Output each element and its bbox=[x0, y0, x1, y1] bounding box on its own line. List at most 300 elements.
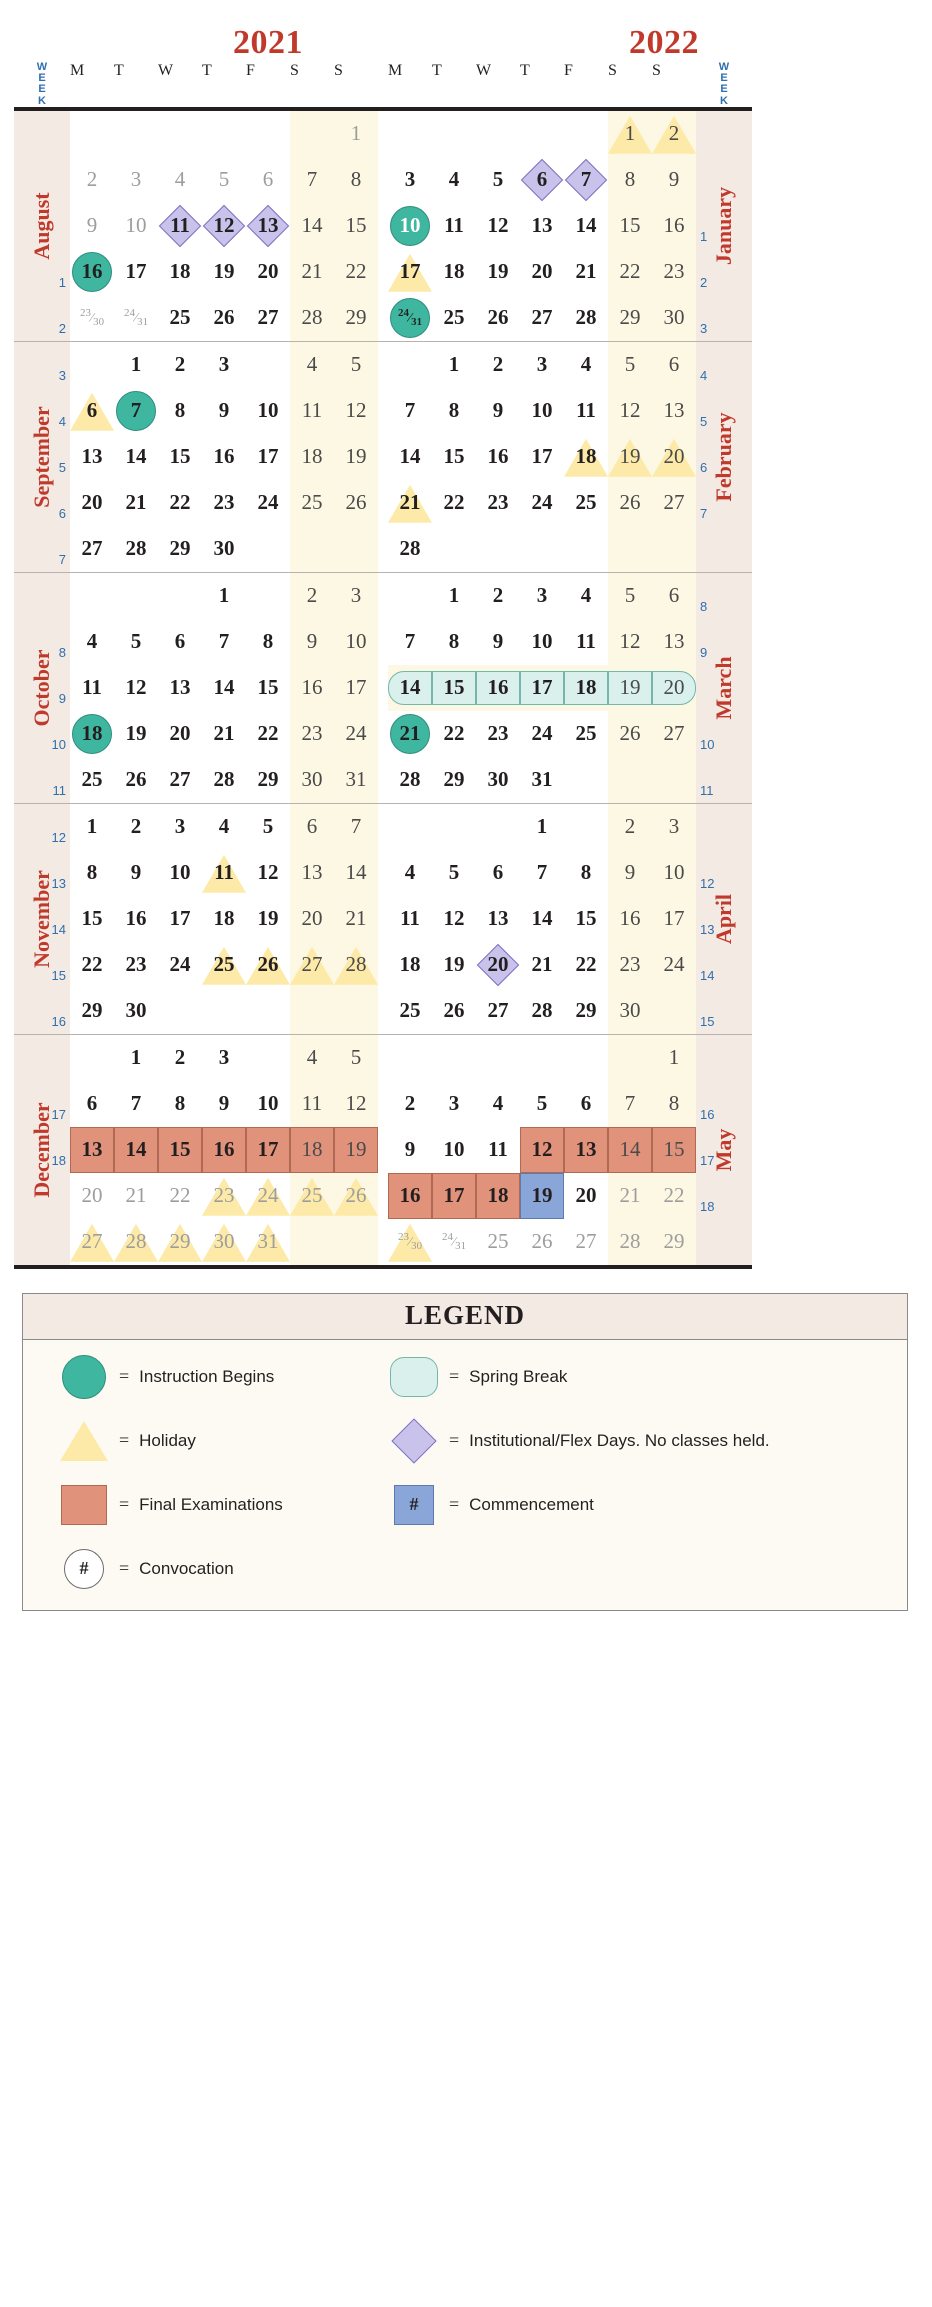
day-cell[interactable] bbox=[432, 665, 476, 711]
day-cell[interactable] bbox=[70, 157, 114, 203]
day-cell[interactable] bbox=[114, 1173, 158, 1219]
day-cell[interactable] bbox=[432, 480, 476, 526]
day-cell[interactable] bbox=[476, 665, 520, 711]
day-cell[interactable] bbox=[158, 850, 202, 896]
day-cell[interactable] bbox=[246, 203, 290, 249]
day-cell[interactable] bbox=[564, 896, 608, 942]
day-cell[interactable] bbox=[564, 342, 608, 388]
day-cell[interactable] bbox=[388, 111, 432, 157]
day-cell[interactable] bbox=[476, 342, 520, 388]
day-cell[interactable] bbox=[652, 573, 696, 619]
day-cell[interactable] bbox=[70, 1081, 114, 1127]
day-cell[interactable] bbox=[202, 1035, 246, 1081]
day-cell[interactable] bbox=[158, 388, 202, 434]
day-cell[interactable] bbox=[202, 1173, 246, 1219]
day-cell[interactable] bbox=[388, 434, 432, 480]
day-cell[interactable] bbox=[334, 1219, 378, 1265]
day-cell[interactable] bbox=[388, 1035, 432, 1081]
day-cell[interactable] bbox=[202, 988, 246, 1034]
day-cell[interactable] bbox=[520, 896, 564, 942]
day-cell[interactable] bbox=[432, 1219, 476, 1265]
day-cell[interactable] bbox=[520, 1219, 564, 1265]
day-cell[interactable] bbox=[432, 342, 476, 388]
day-cell[interactable] bbox=[114, 480, 158, 526]
day-cell[interactable] bbox=[158, 1219, 202, 1265]
day-cell[interactable] bbox=[608, 203, 652, 249]
day-cell[interactable] bbox=[432, 711, 476, 757]
day-cell[interactable] bbox=[70, 1127, 114, 1173]
day-cell[interactable] bbox=[334, 619, 378, 665]
day-cell[interactable] bbox=[520, 804, 564, 850]
day-cell[interactable] bbox=[158, 988, 202, 1034]
day-cell[interactable] bbox=[608, 157, 652, 203]
day-cell[interactable] bbox=[70, 850, 114, 896]
day-cell[interactable] bbox=[520, 942, 564, 988]
day-cell[interactable] bbox=[608, 573, 652, 619]
day-cell[interactable] bbox=[608, 711, 652, 757]
day-cell[interactable] bbox=[652, 480, 696, 526]
day-cell[interactable] bbox=[388, 1081, 432, 1127]
day-cell[interactable] bbox=[652, 1127, 696, 1173]
day-cell[interactable] bbox=[608, 434, 652, 480]
day-cell[interactable] bbox=[290, 804, 334, 850]
day-cell[interactable] bbox=[158, 157, 202, 203]
day-cell[interactable] bbox=[564, 1219, 608, 1265]
day-cell[interactable] bbox=[520, 1173, 564, 1219]
day-cell[interactable] bbox=[114, 711, 158, 757]
day-cell[interactable] bbox=[432, 1081, 476, 1127]
day-cell[interactable] bbox=[334, 1173, 378, 1219]
day-cell[interactable] bbox=[70, 388, 114, 434]
day-cell[interactable] bbox=[476, 203, 520, 249]
day-cell[interactable] bbox=[652, 757, 696, 803]
day-cell[interactable] bbox=[476, 1127, 520, 1173]
day-cell[interactable] bbox=[520, 665, 564, 711]
day-cell[interactable] bbox=[476, 249, 520, 295]
day-cell[interactable] bbox=[652, 619, 696, 665]
day-cell[interactable] bbox=[202, 342, 246, 388]
day-cell[interactable] bbox=[246, 804, 290, 850]
day-cell[interactable] bbox=[652, 1173, 696, 1219]
day-cell[interactable] bbox=[70, 896, 114, 942]
day-cell[interactable] bbox=[520, 526, 564, 572]
day-cell[interactable] bbox=[432, 249, 476, 295]
day-cell[interactable] bbox=[476, 434, 520, 480]
day-cell[interactable] bbox=[564, 619, 608, 665]
day-cell[interactable] bbox=[158, 804, 202, 850]
day-cell[interactable] bbox=[158, 434, 202, 480]
day-cell[interactable] bbox=[564, 249, 608, 295]
day-cell[interactable] bbox=[246, 1173, 290, 1219]
day-cell[interactable] bbox=[652, 850, 696, 896]
day-cell[interactable] bbox=[652, 434, 696, 480]
day-cell[interactable] bbox=[564, 480, 608, 526]
day-cell[interactable] bbox=[388, 249, 432, 295]
day-cell[interactable] bbox=[334, 526, 378, 572]
day-cell[interactable] bbox=[158, 295, 202, 341]
day-cell[interactable] bbox=[608, 665, 652, 711]
day-cell[interactable] bbox=[114, 942, 158, 988]
day-cell[interactable] bbox=[334, 1127, 378, 1173]
day-cell[interactable] bbox=[608, 619, 652, 665]
day-cell[interactable] bbox=[388, 665, 432, 711]
day-cell[interactable] bbox=[202, 388, 246, 434]
day-cell[interactable] bbox=[70, 1173, 114, 1219]
day-cell[interactable] bbox=[476, 1219, 520, 1265]
day-cell[interactable] bbox=[476, 757, 520, 803]
day-cell[interactable] bbox=[608, 1173, 652, 1219]
day-cell[interactable] bbox=[70, 526, 114, 572]
day-cell[interactable] bbox=[432, 295, 476, 341]
day-cell[interactable] bbox=[290, 388, 334, 434]
day-cell[interactable] bbox=[520, 757, 564, 803]
day-cell[interactable] bbox=[290, 896, 334, 942]
day-cell[interactable] bbox=[564, 1173, 608, 1219]
day-cell[interactable] bbox=[388, 1127, 432, 1173]
day-cell[interactable] bbox=[388, 480, 432, 526]
day-cell[interactable] bbox=[114, 1081, 158, 1127]
day-cell[interactable] bbox=[334, 249, 378, 295]
day-cell[interactable] bbox=[388, 896, 432, 942]
day-cell[interactable] bbox=[246, 434, 290, 480]
day-cell[interactable] bbox=[202, 1219, 246, 1265]
day-cell[interactable] bbox=[520, 1035, 564, 1081]
day-cell[interactable] bbox=[476, 1081, 520, 1127]
day-cell[interactable] bbox=[70, 573, 114, 619]
day-cell[interactable] bbox=[158, 573, 202, 619]
day-cell[interactable] bbox=[114, 804, 158, 850]
day-cell[interactable] bbox=[70, 1219, 114, 1265]
day-cell[interactable] bbox=[520, 480, 564, 526]
day-cell[interactable] bbox=[652, 711, 696, 757]
day-cell[interactable] bbox=[652, 942, 696, 988]
day-cell[interactable] bbox=[70, 249, 114, 295]
day-cell[interactable] bbox=[246, 295, 290, 341]
day-cell[interactable] bbox=[388, 757, 432, 803]
day-cell[interactable] bbox=[564, 757, 608, 803]
day-cell[interactable] bbox=[564, 1127, 608, 1173]
day-cell[interactable] bbox=[70, 988, 114, 1034]
day-cell[interactable] bbox=[432, 434, 476, 480]
day-cell[interactable] bbox=[290, 1219, 334, 1265]
day-cell[interactable] bbox=[290, 295, 334, 341]
day-cell[interactable] bbox=[564, 573, 608, 619]
day-cell[interactable] bbox=[70, 111, 114, 157]
day-cell[interactable] bbox=[246, 1035, 290, 1081]
day-cell[interactable] bbox=[432, 526, 476, 572]
day-cell[interactable] bbox=[334, 665, 378, 711]
day-cell[interactable] bbox=[520, 295, 564, 341]
day-cell[interactable] bbox=[652, 1219, 696, 1265]
day-cell[interactable] bbox=[158, 1081, 202, 1127]
day-cell[interactable] bbox=[202, 573, 246, 619]
day-cell[interactable] bbox=[114, 988, 158, 1034]
day-cell[interactable] bbox=[608, 342, 652, 388]
day-cell[interactable] bbox=[564, 434, 608, 480]
day-cell[interactable] bbox=[158, 203, 202, 249]
day-cell[interactable] bbox=[334, 942, 378, 988]
day-cell[interactable] bbox=[114, 896, 158, 942]
day-cell[interactable] bbox=[114, 388, 158, 434]
day-cell[interactable] bbox=[520, 1127, 564, 1173]
day-cell[interactable] bbox=[114, 1127, 158, 1173]
day-cell[interactable] bbox=[334, 804, 378, 850]
day-cell[interactable] bbox=[520, 573, 564, 619]
day-cell[interactable] bbox=[520, 1081, 564, 1127]
day-cell[interactable] bbox=[70, 342, 114, 388]
day-cell[interactable] bbox=[388, 526, 432, 572]
day-cell[interactable] bbox=[520, 157, 564, 203]
day-cell[interactable] bbox=[114, 295, 158, 341]
day-cell[interactable] bbox=[476, 988, 520, 1034]
day-cell[interactable] bbox=[388, 619, 432, 665]
day-cell[interactable] bbox=[608, 1081, 652, 1127]
day-cell[interactable] bbox=[520, 111, 564, 157]
day-cell[interactable] bbox=[564, 850, 608, 896]
day-cell[interactable] bbox=[290, 988, 334, 1034]
day-cell[interactable] bbox=[290, 203, 334, 249]
day-cell[interactable] bbox=[520, 342, 564, 388]
day-cell[interactable] bbox=[476, 480, 520, 526]
day-cell[interactable] bbox=[70, 480, 114, 526]
day-cell[interactable] bbox=[158, 1173, 202, 1219]
day-cell[interactable] bbox=[608, 1035, 652, 1081]
day-cell[interactable] bbox=[652, 526, 696, 572]
day-cell[interactable] bbox=[564, 988, 608, 1034]
day-cell[interactable] bbox=[290, 111, 334, 157]
day-cell[interactable] bbox=[334, 1035, 378, 1081]
day-cell[interactable] bbox=[158, 111, 202, 157]
day-cell[interactable] bbox=[70, 1035, 114, 1081]
day-cell[interactable] bbox=[652, 111, 696, 157]
day-cell[interactable] bbox=[158, 757, 202, 803]
day-cell[interactable] bbox=[202, 619, 246, 665]
day-cell[interactable] bbox=[202, 896, 246, 942]
day-cell[interactable] bbox=[158, 480, 202, 526]
day-cell[interactable] bbox=[476, 111, 520, 157]
day-cell[interactable] bbox=[114, 111, 158, 157]
day-cell[interactable] bbox=[520, 850, 564, 896]
day-cell[interactable] bbox=[652, 342, 696, 388]
day-cell[interactable] bbox=[290, 434, 334, 480]
day-cell[interactable] bbox=[334, 896, 378, 942]
day-cell[interactable] bbox=[388, 942, 432, 988]
day-cell[interactable] bbox=[432, 157, 476, 203]
day-cell[interactable] bbox=[652, 988, 696, 1034]
day-cell[interactable] bbox=[476, 1173, 520, 1219]
day-cell[interactable] bbox=[290, 711, 334, 757]
day-cell[interactable] bbox=[202, 157, 246, 203]
day-cell[interactable] bbox=[564, 1081, 608, 1127]
day-cell[interactable] bbox=[608, 480, 652, 526]
day-cell[interactable] bbox=[608, 295, 652, 341]
day-cell[interactable] bbox=[652, 295, 696, 341]
day-cell[interactable] bbox=[432, 988, 476, 1034]
day-cell[interactable] bbox=[334, 711, 378, 757]
day-cell[interactable] bbox=[476, 295, 520, 341]
day-cell[interactable] bbox=[476, 526, 520, 572]
day-cell[interactable] bbox=[476, 619, 520, 665]
day-cell[interactable] bbox=[476, 896, 520, 942]
day-cell[interactable] bbox=[608, 1127, 652, 1173]
day-cell[interactable] bbox=[432, 1173, 476, 1219]
day-cell[interactable] bbox=[70, 619, 114, 665]
day-cell[interactable] bbox=[70, 804, 114, 850]
day-cell[interactable] bbox=[564, 203, 608, 249]
day-cell[interactable] bbox=[520, 203, 564, 249]
day-cell[interactable] bbox=[476, 942, 520, 988]
day-cell[interactable] bbox=[432, 804, 476, 850]
day-cell[interactable] bbox=[388, 388, 432, 434]
day-cell[interactable] bbox=[246, 619, 290, 665]
day-cell[interactable] bbox=[158, 526, 202, 572]
day-cell[interactable] bbox=[114, 203, 158, 249]
day-cell[interactable] bbox=[246, 1219, 290, 1265]
day-cell[interactable] bbox=[158, 1035, 202, 1081]
day-cell[interactable] bbox=[334, 850, 378, 896]
day-cell[interactable] bbox=[334, 434, 378, 480]
day-cell[interactable] bbox=[476, 573, 520, 619]
day-cell[interactable] bbox=[246, 942, 290, 988]
day-cell[interactable] bbox=[334, 1081, 378, 1127]
day-cell[interactable] bbox=[290, 942, 334, 988]
day-cell[interactable] bbox=[476, 850, 520, 896]
day-cell[interactable] bbox=[520, 388, 564, 434]
day-cell[interactable] bbox=[432, 1127, 476, 1173]
day-cell[interactable] bbox=[202, 295, 246, 341]
day-cell[interactable] bbox=[388, 988, 432, 1034]
day-cell[interactable] bbox=[608, 988, 652, 1034]
day-cell[interactable] bbox=[388, 850, 432, 896]
day-cell[interactable] bbox=[290, 1127, 334, 1173]
day-cell[interactable] bbox=[202, 1127, 246, 1173]
day-cell[interactable] bbox=[334, 342, 378, 388]
day-cell[interactable] bbox=[158, 1127, 202, 1173]
day-cell[interactable] bbox=[70, 711, 114, 757]
day-cell[interactable] bbox=[476, 711, 520, 757]
day-cell[interactable] bbox=[202, 804, 246, 850]
day-cell[interactable] bbox=[246, 157, 290, 203]
day-cell[interactable] bbox=[246, 896, 290, 942]
day-cell[interactable] bbox=[432, 203, 476, 249]
day-cell[interactable] bbox=[432, 942, 476, 988]
day-cell[interactable] bbox=[652, 1081, 696, 1127]
day-cell[interactable] bbox=[476, 388, 520, 434]
day-cell[interactable] bbox=[334, 573, 378, 619]
day-cell[interactable] bbox=[290, 1173, 334, 1219]
day-cell[interactable] bbox=[388, 573, 432, 619]
day-cell[interactable] bbox=[70, 203, 114, 249]
day-cell[interactable] bbox=[114, 757, 158, 803]
day-cell[interactable] bbox=[520, 434, 564, 480]
day-cell[interactable] bbox=[388, 711, 432, 757]
day-cell[interactable] bbox=[202, 434, 246, 480]
day-cell[interactable] bbox=[70, 434, 114, 480]
day-cell[interactable] bbox=[334, 203, 378, 249]
day-cell[interactable] bbox=[246, 342, 290, 388]
day-cell[interactable] bbox=[290, 619, 334, 665]
day-cell[interactable] bbox=[202, 1081, 246, 1127]
day-cell[interactable] bbox=[388, 1173, 432, 1219]
day-cell[interactable] bbox=[608, 526, 652, 572]
day-cell[interactable] bbox=[246, 111, 290, 157]
day-cell[interactable] bbox=[334, 295, 378, 341]
day-cell[interactable] bbox=[290, 480, 334, 526]
day-cell[interactable] bbox=[608, 1219, 652, 1265]
day-cell[interactable] bbox=[564, 711, 608, 757]
day-cell[interactable] bbox=[246, 711, 290, 757]
day-cell[interactable] bbox=[432, 111, 476, 157]
day-cell[interactable] bbox=[652, 804, 696, 850]
day-cell[interactable] bbox=[388, 342, 432, 388]
day-cell[interactable] bbox=[564, 157, 608, 203]
day-cell[interactable] bbox=[388, 804, 432, 850]
day-cell[interactable] bbox=[652, 203, 696, 249]
day-cell[interactable] bbox=[520, 249, 564, 295]
day-cell[interactable] bbox=[608, 942, 652, 988]
day-cell[interactable] bbox=[202, 480, 246, 526]
day-cell[interactable] bbox=[202, 249, 246, 295]
day-cell[interactable] bbox=[432, 757, 476, 803]
day-cell[interactable] bbox=[564, 111, 608, 157]
day-cell[interactable] bbox=[334, 988, 378, 1034]
day-cell[interactable] bbox=[608, 896, 652, 942]
day-cell[interactable] bbox=[476, 1035, 520, 1081]
day-cell[interactable] bbox=[202, 203, 246, 249]
day-cell[interactable] bbox=[432, 896, 476, 942]
day-cell[interactable] bbox=[290, 665, 334, 711]
day-cell[interactable] bbox=[246, 480, 290, 526]
day-cell[interactable] bbox=[114, 850, 158, 896]
day-cell[interactable] bbox=[158, 896, 202, 942]
day-cell[interactable] bbox=[246, 388, 290, 434]
day-cell[interactable] bbox=[608, 111, 652, 157]
day-cell[interactable] bbox=[334, 157, 378, 203]
day-cell[interactable] bbox=[246, 988, 290, 1034]
day-cell[interactable] bbox=[652, 157, 696, 203]
day-cell[interactable] bbox=[652, 665, 696, 711]
day-cell[interactable] bbox=[432, 850, 476, 896]
day-cell[interactable] bbox=[246, 249, 290, 295]
day-cell[interactable] bbox=[70, 757, 114, 803]
day-cell[interactable] bbox=[290, 573, 334, 619]
day-cell[interactable] bbox=[114, 157, 158, 203]
day-cell[interactable] bbox=[202, 711, 246, 757]
day-cell[interactable] bbox=[290, 342, 334, 388]
day-cell[interactable] bbox=[564, 295, 608, 341]
day-cell[interactable] bbox=[158, 249, 202, 295]
day-cell[interactable] bbox=[202, 665, 246, 711]
day-cell[interactable] bbox=[564, 388, 608, 434]
day-cell[interactable] bbox=[608, 757, 652, 803]
day-cell[interactable] bbox=[70, 295, 114, 341]
day-cell[interactable] bbox=[608, 850, 652, 896]
day-cell[interactable] bbox=[652, 896, 696, 942]
day-cell[interactable] bbox=[334, 757, 378, 803]
day-cell[interactable] bbox=[246, 526, 290, 572]
day-cell[interactable] bbox=[114, 526, 158, 572]
day-cell[interactable] bbox=[202, 757, 246, 803]
day-cell[interactable] bbox=[608, 804, 652, 850]
day-cell[interactable] bbox=[652, 388, 696, 434]
day-cell[interactable] bbox=[246, 1127, 290, 1173]
day-cell[interactable] bbox=[202, 942, 246, 988]
day-cell[interactable] bbox=[158, 711, 202, 757]
day-cell[interactable] bbox=[158, 665, 202, 711]
day-cell[interactable] bbox=[388, 203, 432, 249]
day-cell[interactable] bbox=[290, 1081, 334, 1127]
day-cell[interactable] bbox=[70, 665, 114, 711]
